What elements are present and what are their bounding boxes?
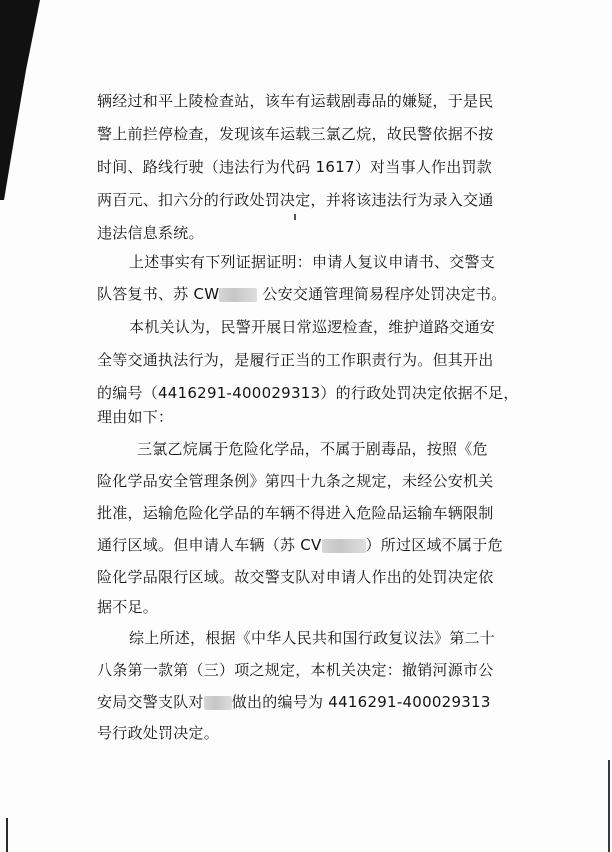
scan-shadow-corner: [0, 0, 40, 200]
text-line: 全等交通执法行为，是履行正当的工作职责行为。但其开出: [97, 351, 494, 369]
scan-edge-mark-right: [608, 760, 610, 852]
text-line: 险化学品限行区域。故交警支队对申请人作出的处罚决定依: [97, 568, 494, 586]
text-line: 两百元、扣六分的行政处罚决定，并将该违法行为录入交通: [97, 191, 494, 209]
text-line: [97, 685, 491, 719]
text-line: 的编号（4416291-400029313）的行政处罚决定依据不足，: [97, 384, 519, 402]
text-line: 八条第一款第（三）项之规定，本机关决定：撤销河源市公: [97, 661, 494, 679]
text-line: 辆经过和平上陵检查站，该车有运载剧毒品的嫌疑，于是民: [97, 92, 494, 110]
text-line: 上述事实有下列证据证明：申请人复议申请书、交警支: [129, 253, 496, 271]
text-line: 本机关认为，民警开展日常巡逻检查，维护道路交通安: [129, 318, 496, 336]
text-segment: 做出的编号为 4416291-400029313: [231, 693, 491, 711]
text-line: 违法信息系统。: [97, 224, 204, 242]
text-segment: 公安交通管理简易程序处罚决定书。: [257, 285, 507, 303]
scan-edge-mark-left: [6, 818, 8, 852]
redaction-mark: [219, 288, 257, 302]
text-line: 险化学品安全管理条例》第四十九条之规定，未经公安机关: [97, 472, 494, 490]
text-line: 警上前拦停检查，发现该车运载三氯乙烷，故民警依据不按: [97, 125, 494, 143]
text-line: [97, 277, 506, 311]
text-line: [97, 528, 503, 562]
text-line: 三氯乙烷属于危险化学品，不属于剧毒品，按照《危: [137, 440, 488, 458]
text-segment: 通行区域。但申请人车辆（苏 CV: [97, 536, 322, 554]
text-line: 综上所述，根据《中华人民共和国行政复议法》第二十: [129, 629, 496, 647]
text-line: 据不足。: [97, 598, 159, 616]
text-segment: ）所过区域不属于危: [365, 536, 503, 554]
text-segment: 安局交警支队对: [97, 693, 204, 711]
text-line: 批准，运输危险化学品的车辆不得进入危险品运输车辆限制: [97, 504, 494, 522]
text-line: 时间、路线行驶（违法行为代码 1617）对当事人作出罚款: [97, 158, 492, 176]
redaction-mark: [322, 539, 366, 553]
text-line: 号行政处罚决定。: [97, 724, 220, 742]
redaction-mark: [204, 696, 232, 710]
text-line: 理由如下：: [97, 408, 174, 426]
text-segment: 队答复书、苏 CW: [97, 285, 220, 303]
